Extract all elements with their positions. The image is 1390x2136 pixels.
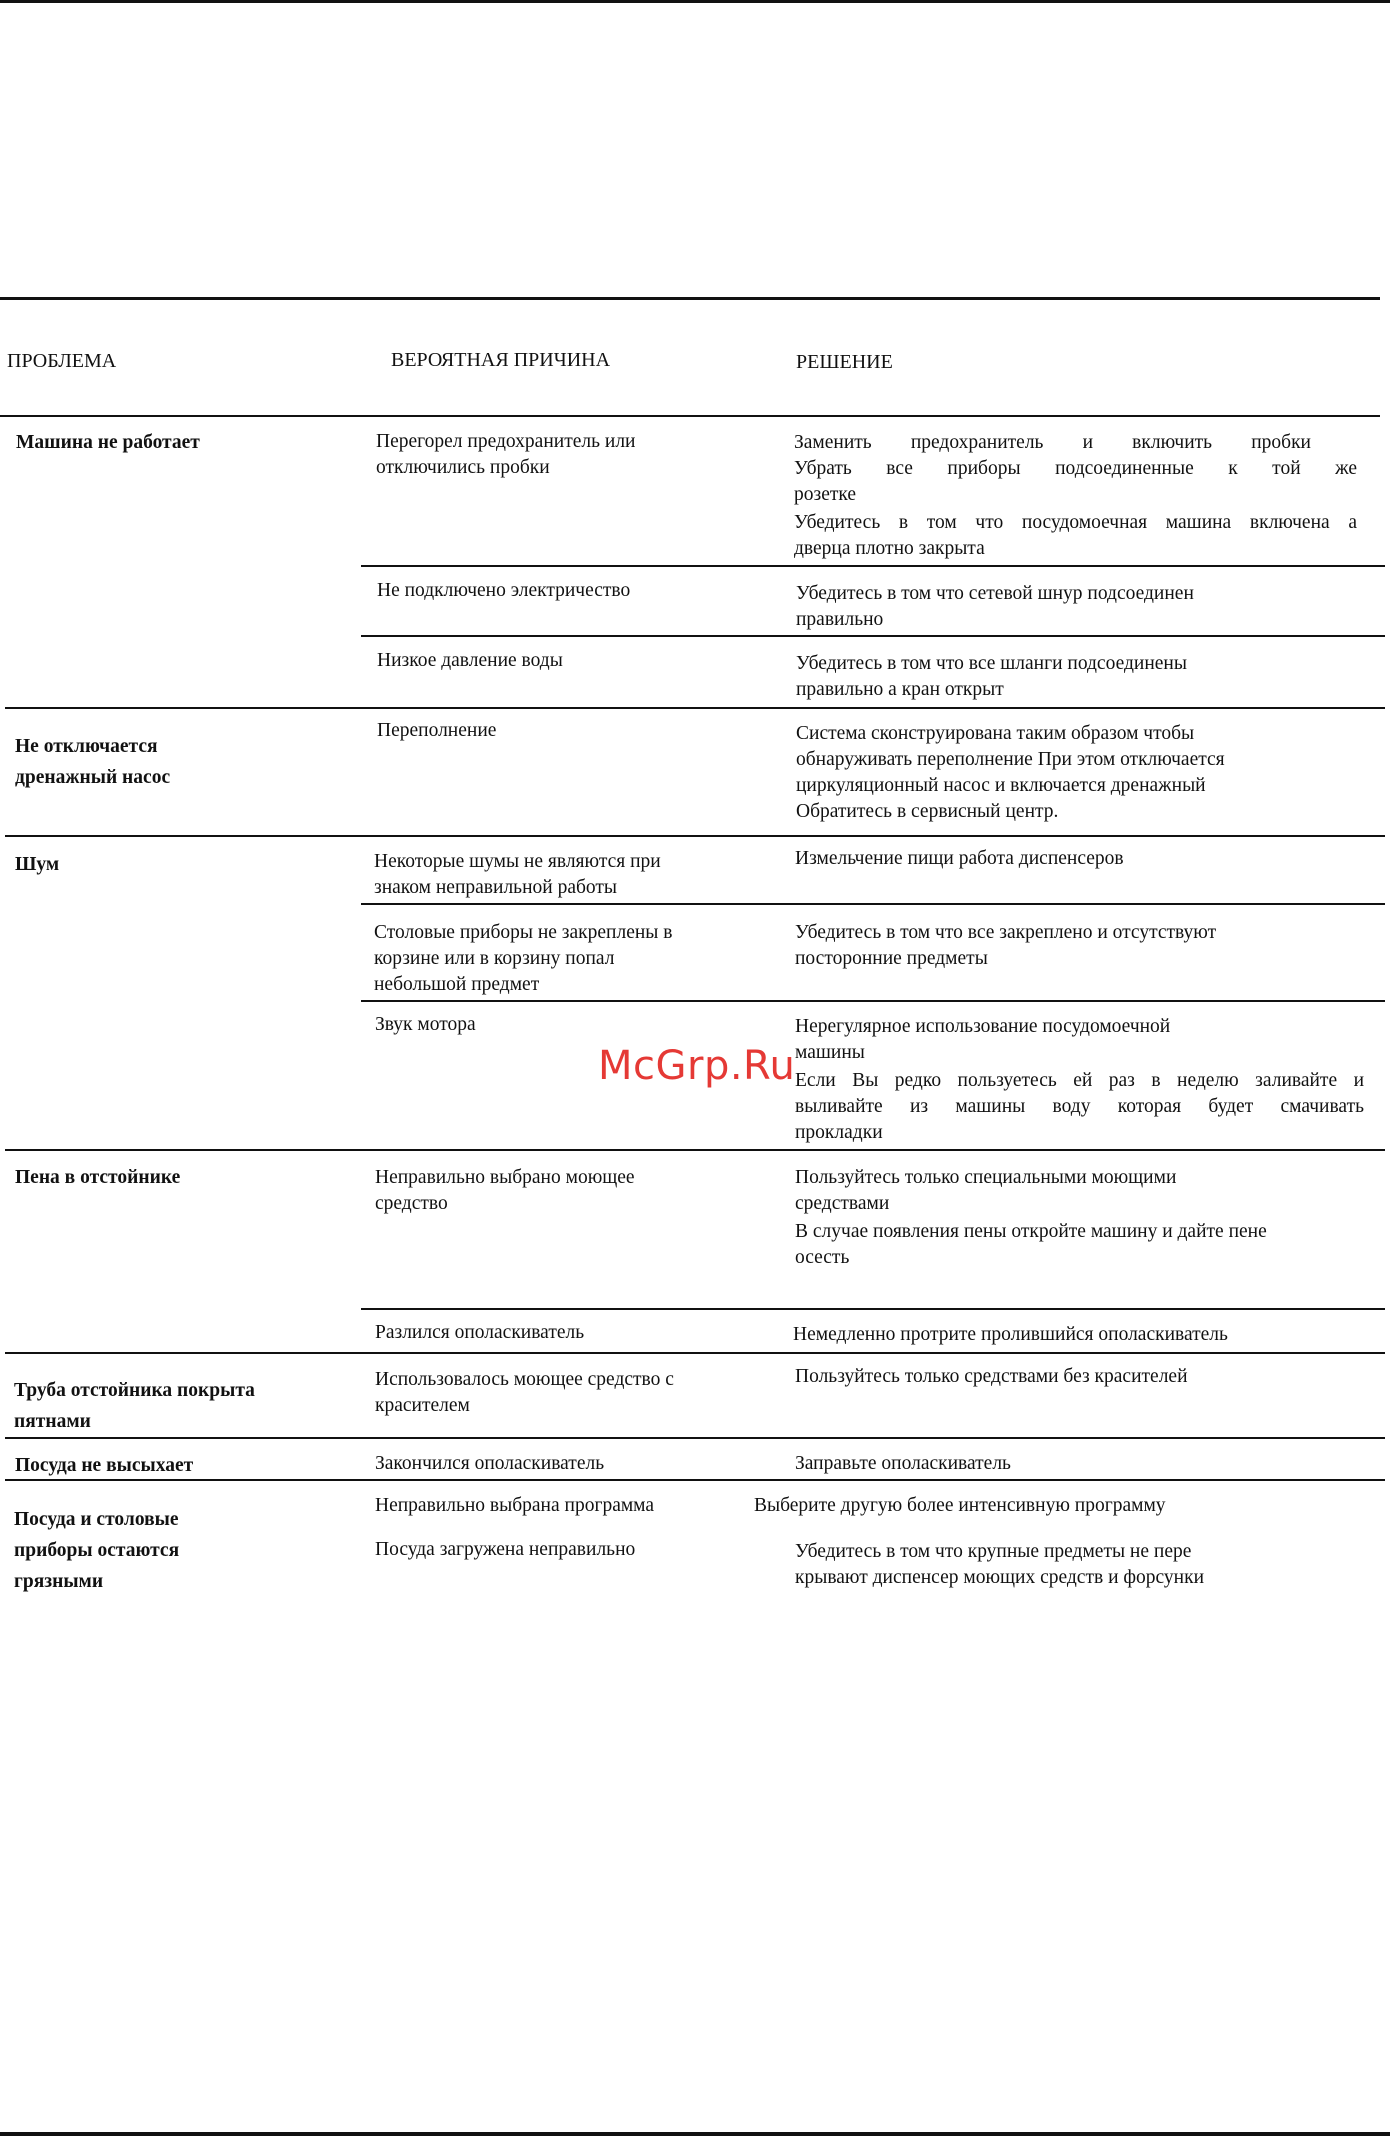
problem-cell: Машина не работает bbox=[16, 432, 200, 453]
row-separator bbox=[361, 1000, 1385, 1002]
solution-cell: Пользуйтесь только специальными моющими средствами В случае появления пены откройте машину и дайте пене осесть bbox=[795, 1167, 1267, 1268]
cause-cell: Неправильно выбрано моющее средство bbox=[375, 1167, 635, 1214]
header-solution: РЕШЕНИЕ bbox=[796, 351, 893, 373]
problem-cell: Посуда не высыхает bbox=[15, 1455, 194, 1476]
solution-cell: Немедленно протрите пролившийся ополаскиватель bbox=[793, 1324, 1228, 1345]
bottom-border bbox=[0, 2132, 1390, 2136]
row-separator bbox=[361, 903, 1385, 905]
cause-cell: Неправильно выбрана программа bbox=[375, 1495, 655, 1516]
problem-cell: Не отключается дренажный насос bbox=[15, 736, 171, 788]
row-separator bbox=[5, 1352, 1385, 1354]
solution-cell: Нерегулярное использование посудомоечной машины Если Вы редко пользуетесь ей раз в неделю заливайте и выливайте из машины воду которая будет смачивать прокладки bbox=[795, 1016, 1364, 1143]
problem-cell: Посуда и столовые приборы остаются грязными bbox=[14, 1509, 180, 1592]
cause-cell: Столовые приборы не закреплены в корзине или в корзину попал небольшой предмет bbox=[374, 922, 673, 995]
table-top-rule bbox=[0, 297, 1380, 300]
cause-cell: Использовалось моющее средство с красителем bbox=[375, 1369, 674, 1416]
header-cause: ВЕРОЯТНАЯ ПРИЧИНА bbox=[391, 349, 611, 371]
header-bottom-rule bbox=[0, 415, 1380, 417]
solution-cell: Убедитесь в том что сетевой шнур подсоединен правильно bbox=[796, 583, 1194, 630]
cause-cell: Переполнение bbox=[377, 720, 497, 741]
solution-cell: Система сконструирована таким образом чтобы обнаруживать переполнение При этом отключается циркуляционный насос и включается дренажный Обратитесь в сервисный центр. bbox=[796, 723, 1225, 822]
cause-cell: Посуда загружена неправильно bbox=[375, 1539, 636, 1560]
row-separator bbox=[361, 565, 1385, 567]
row-separator bbox=[5, 1149, 1385, 1151]
cause-cell: Закончился ополаскиватель bbox=[375, 1453, 605, 1474]
solution-cell: Заправьте ополаскиватель bbox=[795, 1453, 1011, 1474]
cause-cell: Звук мотора bbox=[375, 1014, 476, 1035]
cause-cell: Некоторые шумы не являются при знаком неправильной работы bbox=[374, 851, 661, 898]
cause-cell: Не подключено электричество bbox=[377, 580, 631, 601]
problem-cell: Шум bbox=[15, 854, 60, 875]
cause-cell: Перегорел предохранитель или отключились пробки bbox=[376, 431, 636, 478]
top-border bbox=[0, 0, 1390, 3]
row-separator bbox=[361, 635, 1385, 637]
row-separator bbox=[361, 1308, 1385, 1310]
row-separator bbox=[5, 1479, 1385, 1481]
watermark: McGrp.Ru bbox=[598, 1043, 796, 1089]
problem-cell: Пена в отстойнике bbox=[15, 1167, 181, 1188]
cause-cell: Низкое давление воды bbox=[377, 650, 563, 671]
header-problem: ПРОБЛЕМА bbox=[7, 350, 117, 372]
solution-cell: Пользуйтесь только средствами без красителей bbox=[795, 1366, 1188, 1387]
row-separator bbox=[5, 835, 1385, 837]
solution-cell: Убедитесь в том что все шланги подсоединены правильно а кран открыт bbox=[796, 653, 1187, 700]
problem-cell: Труба отстойника покрыта пятнами bbox=[14, 1380, 255, 1432]
cause-cell: Разлился ополаскиватель bbox=[375, 1322, 585, 1343]
row-separator bbox=[5, 1437, 1385, 1439]
row-separator bbox=[5, 707, 1385, 709]
solution-cell: Убедитесь в том что крупные предметы не пере крывают диспенсер моющих средств и форсунки bbox=[795, 1541, 1205, 1588]
solution-cell: Выберите другую более интенсивную программу bbox=[754, 1495, 1166, 1516]
solution-cell: Заменить предохранитель и включить пробки Убрать все приборы подсоединенные к той же розетке Убедитесь в том что посудомоечная машина включена а дверца плотно закрыта bbox=[794, 432, 1357, 559]
solution-cell: Измельчение пищи работа диспенсеров bbox=[795, 848, 1124, 869]
solution-cell: Убедитесь в том что все закреплено и отсутствуют посторонние предметы bbox=[795, 922, 1217, 969]
